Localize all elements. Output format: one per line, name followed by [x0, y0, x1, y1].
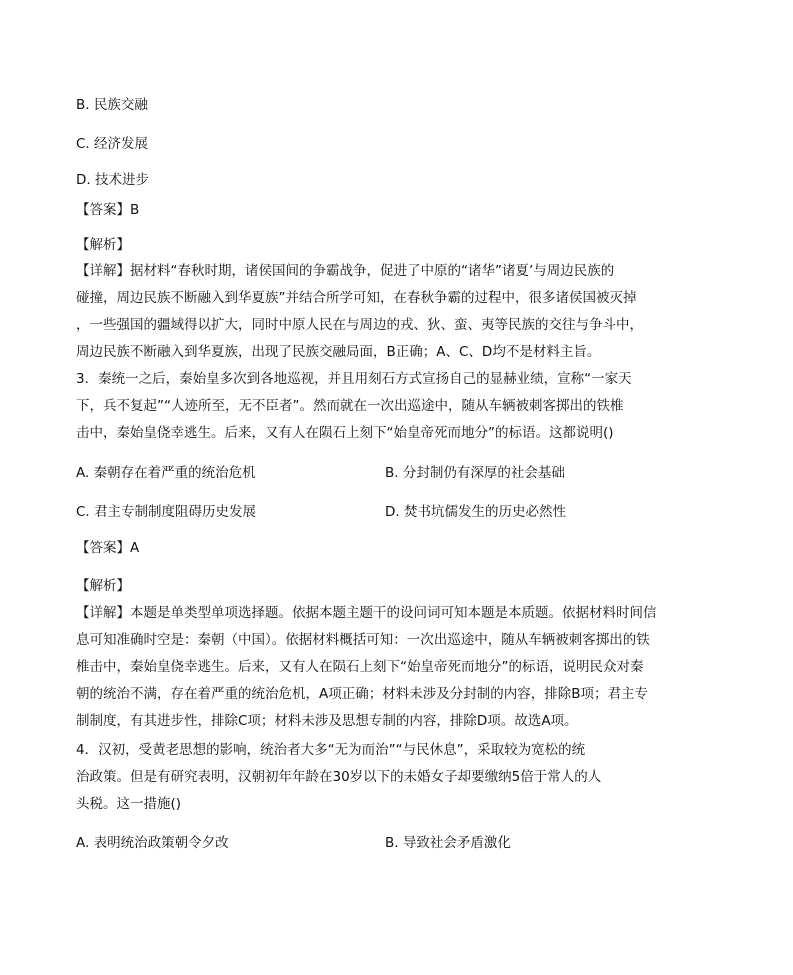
q3-analysis-heading: 【解析】	[76, 578, 130, 594]
q3-option-d: D. 焚书坑儒发生的历史必然性	[385, 504, 566, 520]
q4-stem-line: 头税。这一措施()	[76, 796, 182, 812]
q3-option-c: C. 君主专制制度阻碍历史发展	[76, 504, 257, 520]
q2-detail-line: 周边民族不断融入到华夏族，出现了民族交融局面，B正确；A、C、D均不是材料主旨。	[76, 344, 601, 360]
q4-option-b: B. 导致社会矛盾激化	[385, 835, 511, 851]
q3-detail-line: 【详解】本题是单类型单项选择题。依据本题主题干的设问词可知本题是本质题。依据材料时间信	[76, 605, 657, 621]
q4-stem-line: 4．汉初，受黄老思想的影响，统治者大多“无为而治”“与民休息”，采取较为宽松的统	[76, 742, 586, 758]
q3-detail	[76, 600, 666, 735]
q3-option-b: B. 分封制仍有深厚的社会基础	[385, 465, 565, 481]
q2-detail-line: 【详解】据材料“春秋时期，诸侯国间的争霸战争，促进了中原的“诸华”诸夏’与周边民族的	[76, 263, 615, 279]
q4-stem-line: 治政策。但是有研究表明，汉朝初年年龄在30岁以下的未婚女子却要缴纳5倍于常人的人	[76, 769, 602, 785]
q3-detail-line: 制制度，有其进步性，排除C项；材料未涉及思想专制的内容，排除D项。故选A项。	[76, 713, 578, 729]
q2-option-d: D. 技术进步	[76, 172, 149, 188]
q3-stem-line: 下，兵不复起”“人迹所至，无不臣者”。然而就在一次出巡途中，随从车辆被刺客掷出的铁椎	[76, 398, 624, 414]
q2-analysis-heading: 【解析】	[76, 237, 130, 253]
q2-answer: 【答案】B	[76, 202, 140, 218]
q3-detail-line: 椎击中，秦始皇侥幸逃生。后来，又有人在陨石上刻下“始皇帝死而地分”的标语，说明民众对秦	[76, 659, 644, 675]
q3-stem-line: 3．秦统一之后，秦始皇多次到各地巡视，并且用刻石方式宣扬自己的显赫业绩，宣称“一家天	[76, 371, 632, 387]
q3-detail-line: 朝的统治不满，存在着严重的统治危机，A项正确；材料未涉及分封制的内容，排除B项；君主专	[76, 686, 648, 702]
q3-stem-line: 击中，秦始皇侥幸逃生。后来，又有人在陨石上刻下“始皇帝死而地分”的标语。这都说明()	[76, 425, 614, 441]
q2-detail-line: ，一些强国的疆域得以扩大，同时中原人民在与周边的戎、狄、蛮、夷等民族的交往与争斗中，	[76, 317, 643, 333]
q4-stem	[76, 737, 666, 818]
q3-detail-line: 息可知准确时空是：秦朝（中国）。依据材料概括可知：一次出巡途中，随从车辆被刺客掷出的铁	[76, 632, 650, 648]
q4-option-a: A. 表明统治政策朝令夕改	[76, 835, 229, 851]
q2-detail-line: 碰撞，周边民族不断融入到华夏族”并结合所学可知，在春秋争霸的过程中，很多诸侯国被灭掉	[76, 290, 637, 306]
q2-option-c: C. 经济发展	[76, 136, 149, 152]
q2-option-b: B. 民族交融	[76, 97, 148, 113]
q3-stem	[76, 366, 666, 447]
q3-answer: 【答案】A	[76, 540, 140, 556]
q3-option-a: A. 秦朝存在着严重的统治危机	[76, 465, 256, 481]
q2-detail	[76, 258, 666, 366]
